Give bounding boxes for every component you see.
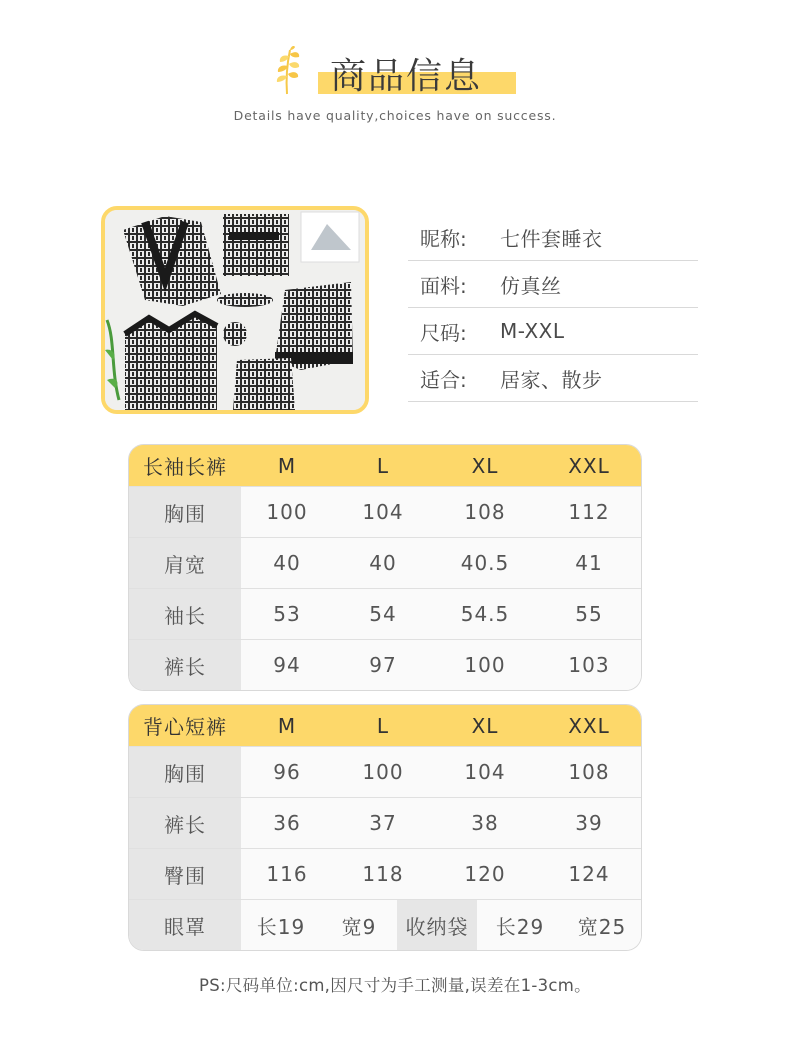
row-label: 胸围 xyxy=(129,747,241,797)
table-cell: 108 xyxy=(537,747,641,797)
table-row xyxy=(129,639,641,690)
page-title: 商品信息 xyxy=(330,56,483,97)
table-row xyxy=(129,537,641,588)
row-label: 裤长 xyxy=(129,640,241,690)
page-subtitle: Details have quality,choices have on success. xyxy=(233,108,557,123)
table-cell: 40 xyxy=(241,538,333,588)
table-cell: 宽25 xyxy=(563,900,641,950)
title-block xyxy=(318,46,518,96)
table-cell: 120 xyxy=(433,849,537,899)
table-header-cell: 长袖长裤 xyxy=(129,445,241,486)
table-cell: 104 xyxy=(333,487,433,537)
info-value: M-XXL xyxy=(500,319,565,343)
table-row xyxy=(129,797,641,848)
table-row xyxy=(129,848,641,899)
table-row xyxy=(129,899,641,950)
product-photo xyxy=(101,206,369,414)
table-cell-storage-bag: 收纳袋 xyxy=(397,900,477,950)
table-cell: 40 xyxy=(333,538,433,588)
row-label: 肩宽 xyxy=(129,538,241,588)
table-cell: 100 xyxy=(333,747,433,797)
table-cell: 38 xyxy=(433,798,537,848)
table-cell: 118 xyxy=(333,849,433,899)
table-cell: 116 xyxy=(241,849,333,899)
table-cell: 97 xyxy=(333,640,433,690)
info-value: 居家、散步 xyxy=(500,367,603,392)
table-cell: 长19 xyxy=(241,900,321,950)
table-cell: 53 xyxy=(241,589,333,639)
table-cell: 54 xyxy=(333,589,433,639)
size-table-short xyxy=(128,704,642,951)
table-header-cell: M xyxy=(277,713,297,738)
info-label: 面料: xyxy=(420,273,467,298)
table-cell: 108 xyxy=(433,487,537,537)
table-cell: 124 xyxy=(537,849,641,899)
wheat-leaf-icon xyxy=(270,44,304,96)
table-cell: 39 xyxy=(537,798,641,848)
table-header xyxy=(129,445,641,486)
table-row xyxy=(129,746,641,797)
page-header xyxy=(0,36,790,126)
table-cell: 41 xyxy=(537,538,641,588)
table-header-cell: XXL xyxy=(568,713,610,738)
info-value: 七件套睡衣 xyxy=(500,226,603,251)
table-cell: 长29 xyxy=(477,900,563,950)
info-row-fabric xyxy=(408,261,698,308)
info-row-suitable xyxy=(408,355,698,402)
row-label: 裤长 xyxy=(129,798,241,848)
table-cell: 55 xyxy=(537,589,641,639)
table-header xyxy=(129,705,641,746)
table-header-cell: XXL xyxy=(568,453,610,478)
table-cell: 宽9 xyxy=(321,900,397,950)
table-cell: 104 xyxy=(433,747,537,797)
table-cell: 103 xyxy=(537,640,641,690)
measurement-note: PS:尺码单位:cm,因尺寸为手工测量,误差在1-3cm。 xyxy=(199,976,591,995)
table-cell: 40.5 xyxy=(433,538,537,588)
info-label: 尺码: xyxy=(420,320,467,345)
row-label: 胸围 xyxy=(129,487,241,537)
pajama-set-illustration xyxy=(105,210,365,410)
table-cell: 112 xyxy=(537,487,641,537)
info-row-nickname xyxy=(408,214,698,261)
table-cell: 96 xyxy=(241,747,333,797)
table-row xyxy=(129,486,641,537)
info-row-size xyxy=(408,308,698,355)
table-header-cell: L xyxy=(376,713,390,738)
info-label: 适合: xyxy=(420,367,467,392)
table-header-cell: M xyxy=(277,453,297,478)
info-label: 昵称: xyxy=(420,226,467,251)
table-row xyxy=(129,588,641,639)
table-header-cell: XL xyxy=(471,713,499,738)
size-table-long xyxy=(128,444,642,691)
table-cell: 100 xyxy=(241,487,333,537)
table-cell: 94 xyxy=(241,640,333,690)
table-header-cell: XL xyxy=(471,453,499,478)
table-cell: 54.5 xyxy=(433,589,537,639)
table-cell: 100 xyxy=(433,640,537,690)
table-cell: 37 xyxy=(333,798,433,848)
row-label: 袖长 xyxy=(129,589,241,639)
row-label: 臀围 xyxy=(129,849,241,899)
table-header-cell: L xyxy=(376,453,390,478)
row-label: 眼罩 xyxy=(129,900,241,950)
product-info-list xyxy=(408,214,698,402)
table-cell: 36 xyxy=(241,798,333,848)
info-value: 仿真丝 xyxy=(500,273,562,298)
table-header-cell: 背心短裤 xyxy=(129,705,241,746)
